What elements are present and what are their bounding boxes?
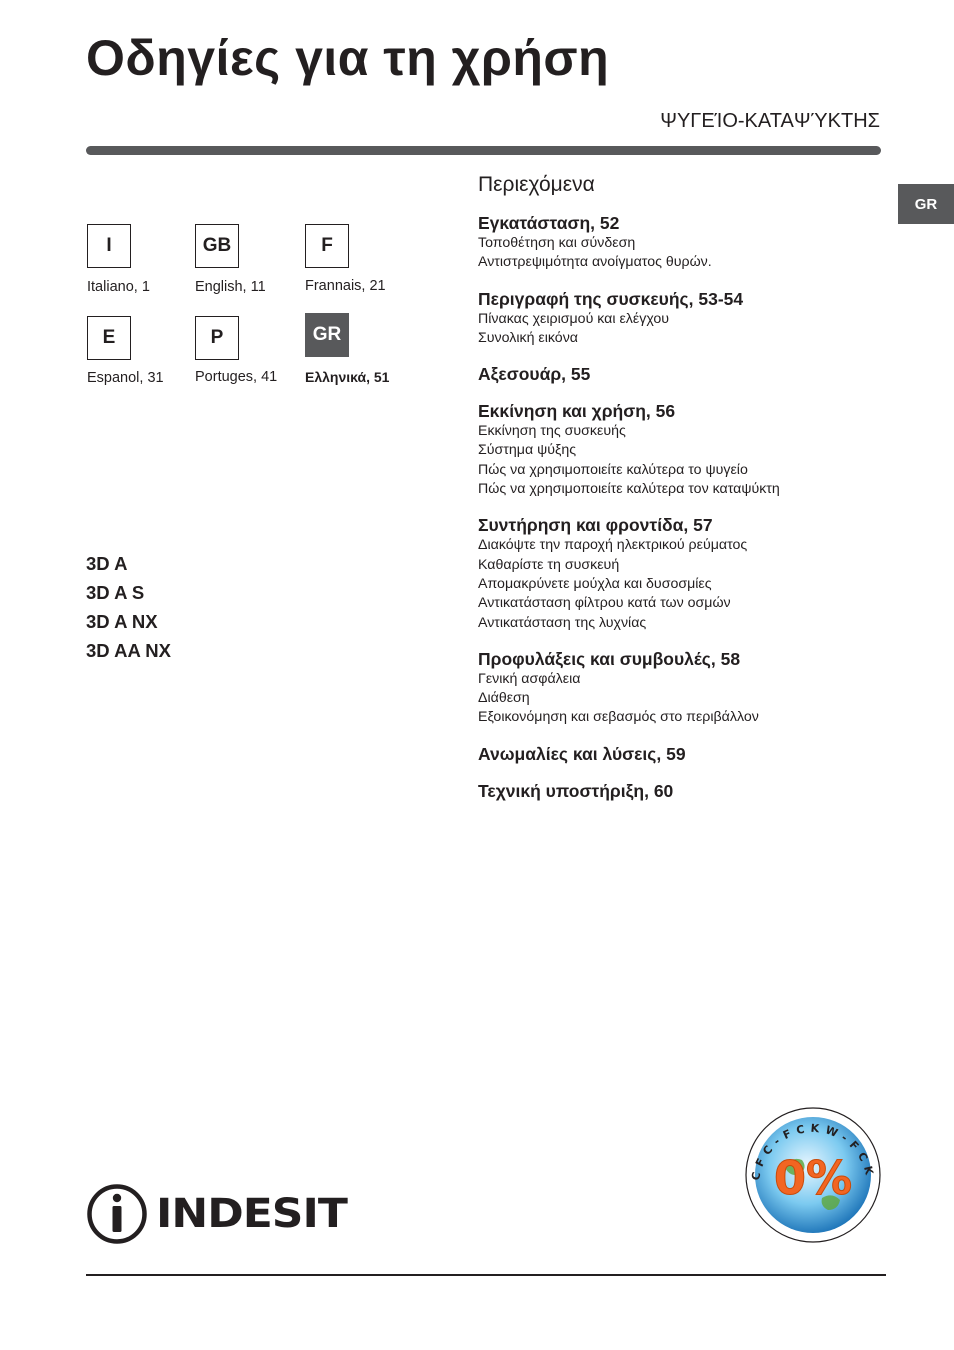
section-item: Αντικατάσταση της λυχνίας <box>478 614 647 631</box>
section-item: Πώς να χρησιμοποιείτε καλύτερα τον καταψύκτη <box>478 481 780 498</box>
contents-section <box>478 288 888 349</box>
contents-section <box>478 780 888 802</box>
indesit-logo <box>86 1183 347 1245</box>
badge-value: 0% <box>773 1151 853 1205</box>
badge-ring-text: CFC-FCKW-FCK <box>749 1121 877 1182</box>
section-title: Ανωμαλίες και λύσεις, 59 <box>478 743 686 764</box>
lang-code-fr: F <box>305 224 349 268</box>
lang-code-es: E <box>87 316 131 360</box>
model-item: 3D A NX <box>86 611 158 632</box>
section-item: Πώς να χρησιμοποιείτε καλύτερα το ψυγείο <box>478 461 748 478</box>
section-item: Αντιστρεψιμότητα ανοίγματος θυρών. <box>478 254 712 271</box>
section-title: Εκκίνηση και χρήση, 56 <box>478 401 676 422</box>
section-item: Τοποθέτηση και σύνδεση <box>478 235 636 251</box>
contents-section <box>478 363 888 385</box>
lang-code-it: I <box>87 224 131 268</box>
cfc-free-badge-icon <box>744 1106 882 1244</box>
section-item: Συνολική εικόνα <box>478 329 578 346</box>
lang-code-pt: P <box>195 316 239 360</box>
contents-section <box>478 514 888 632</box>
page-title: Οδηγίες για τη χρήση <box>86 30 610 86</box>
model-item: 3D AA NX <box>86 640 171 661</box>
model-item: 3D A S <box>86 582 145 603</box>
header-rule <box>86 146 881 155</box>
contents-section <box>478 400 888 499</box>
table-of-contents <box>478 170 888 817</box>
footer-rule <box>86 1274 886 1276</box>
product-type: ΨΥΓΕΊΟ-ΚΑΤΑΨΎΚΤΗΣ <box>660 110 880 132</box>
contents-sections <box>478 212 888 802</box>
lang-label-pt: Portuges, 41 <box>195 369 278 385</box>
section-item: Απομακρύνετε μούχλα και δυσοσμίες <box>478 575 712 592</box>
brand-name: INDESIT <box>156 1190 347 1237</box>
lang-label-gr: Ελληνικά, 51 <box>305 369 390 385</box>
section-item: Εκκίνηση της συσκευής <box>478 423 626 440</box>
section-item: Εξοικονόμηση και σεβασμός στο περιβάλλον <box>478 709 759 726</box>
section-item: Σύστημα ψύξης <box>478 442 577 459</box>
section-item: Καθαρίστε τη συσκευή <box>478 556 620 573</box>
contents-section <box>478 648 888 728</box>
lang-label-gb: English, 11 <box>195 279 266 295</box>
model-item: 3D A <box>86 553 128 574</box>
section-title: Περιγραφή της συσκευής, 53-54 <box>478 288 744 309</box>
language-side-tab: GR <box>898 184 954 224</box>
section-title: Συντήρηση και φροντίδα, 57 <box>478 515 713 536</box>
section-item: Διάθεση <box>478 690 530 707</box>
model-list <box>86 549 171 665</box>
section-item: Αντικατάσταση φίλτρου κατά των οσμών <box>478 595 731 612</box>
contents-section <box>478 743 888 765</box>
contents-section <box>478 212 888 273</box>
section-item: Πίνακας χειρισμού και ελέγχου <box>478 310 670 327</box>
lang-label-it: Italiano, 1 <box>87 279 150 295</box>
lang-label-fr: Frannais, 21 <box>305 278 386 294</box>
section-title: Προφυλάξεις και συμβουλές, 58 <box>478 648 741 669</box>
section-title: Εγκατάσταση, 52 <box>478 213 620 233</box>
lang-label-es: Espanol, 31 <box>87 370 164 386</box>
lang-code-gr: GR <box>305 313 349 357</box>
section-title: Τεχνική υποστήριξη, 60 <box>478 780 674 801</box>
section-item: Διακόψτε την παροχή ηλεκτρικού ρεύματος <box>478 537 748 554</box>
lang-code-gb: GB <box>195 224 239 268</box>
section-item: Γενική ασφάλεια <box>478 670 581 687</box>
indesit-emblem-icon <box>86 1183 148 1245</box>
section-title: Αξεσουάρ, 55 <box>478 364 591 385</box>
contents-heading: Περιεχόμενα <box>478 173 595 196</box>
